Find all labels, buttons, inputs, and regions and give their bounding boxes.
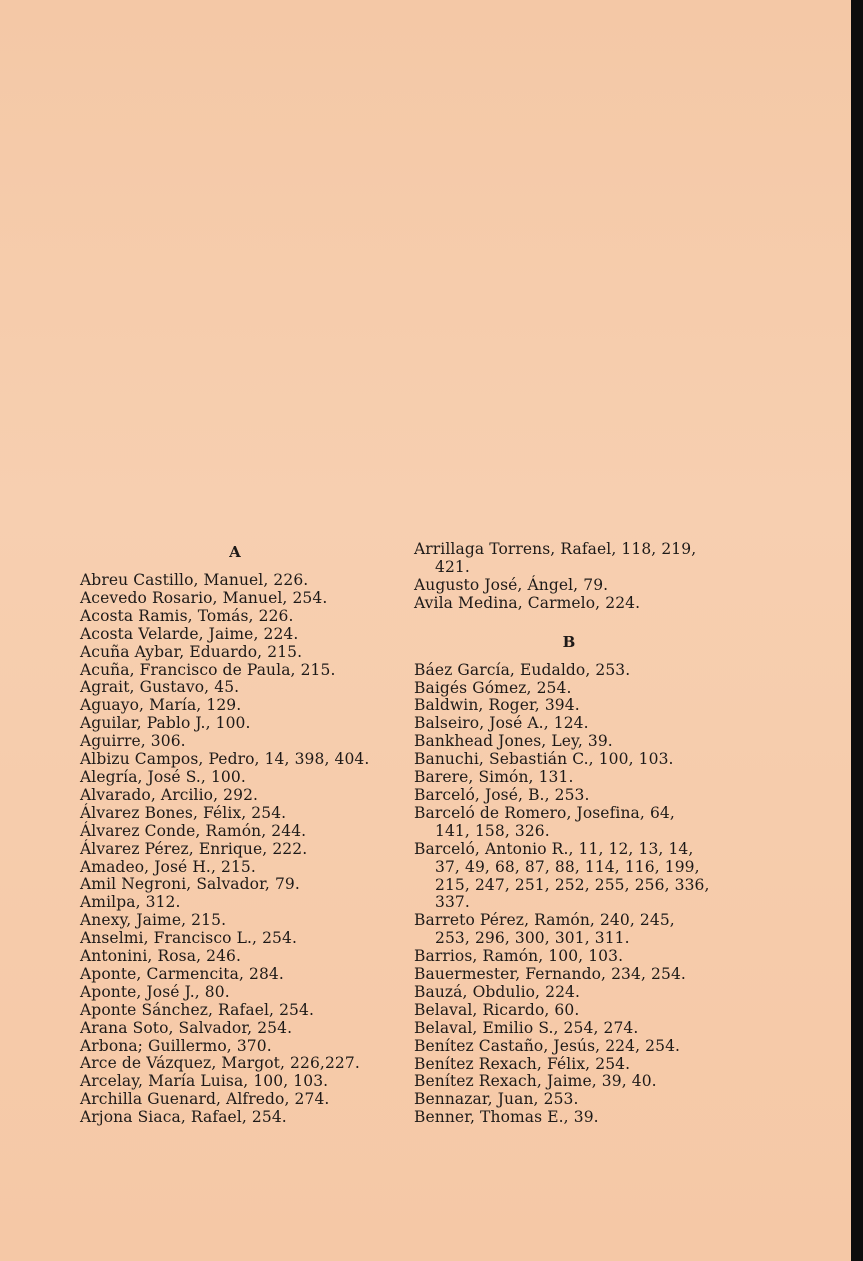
index-entry: Acosta Velarde, Jaime, 224. xyxy=(80,624,299,643)
entry-list-b xyxy=(414,662,734,1128)
index-entry: Albizu Campos, Pedro, 14, 398, 404. xyxy=(80,750,370,769)
index-entry: Aguilar, Pablo J., 100. xyxy=(80,714,251,733)
index-entry: Benner, Thomas E., 39. xyxy=(414,1108,599,1127)
index-entry: Bauzá, Obdulio, 224. xyxy=(414,982,581,1001)
index-entry: Bankhead Jones, Ley, 39. xyxy=(414,732,613,751)
index-entry: Barrios, Ramón, 100, 103. xyxy=(414,947,624,966)
index-entry: Augusto José, Ángel, 79. xyxy=(414,575,609,594)
index-entry: Abreu Castillo, Manuel, 226. xyxy=(80,571,309,589)
index-entry: Aguirre, 306. xyxy=(80,732,186,751)
index-entry: Balseiro, José A., 124. xyxy=(414,714,589,733)
scan-edge xyxy=(851,0,863,1261)
index-entry-continuation: 253, 296, 300, 301, 311. xyxy=(435,929,630,948)
index-entry: Acuña Aybar, Eduardo, 215. xyxy=(80,642,303,661)
index-entry: Arana Soto, Salvador, 254. xyxy=(80,1018,293,1037)
index-entry: Alegría, José S., 100. xyxy=(80,767,246,786)
index-entry: Bauermester, Fernando, 234, 254. xyxy=(414,965,686,984)
index-entry: Barceló de Romero, Josefina, 64, xyxy=(414,803,675,822)
index-entry: Belaval, Emilio S., 254, 274. xyxy=(414,1018,639,1037)
index-entry-continuation: 421. xyxy=(435,557,470,576)
entry-list-a-continued xyxy=(414,541,734,613)
index-entry: Arce de Vázquez, Margot, 226,227. xyxy=(80,1054,360,1073)
index-entry-continuation: 37, 49, 68, 87, 88, 114, 116, 199, xyxy=(435,857,700,876)
index-entry: Anexy, Jaime, 215. xyxy=(80,911,227,930)
index-entry: Baigés Gómez, 254. xyxy=(414,678,572,697)
index-entry: Arbona; Guillermo, 370. xyxy=(80,1036,272,1055)
index-entry: Amil Negroni, Salvador, 79. xyxy=(80,875,300,894)
index-entry: Barere, Simón, 131. xyxy=(414,768,574,787)
index-entry: Amadeo, José H., 215. xyxy=(80,857,256,876)
section-heading-a: A xyxy=(229,543,241,561)
index-entry-continuation: 215, 247, 251, 252, 255, 256, 336, xyxy=(435,875,710,894)
index-entry: Aguayo, María, 129. xyxy=(80,696,242,715)
index-entry: Bennazar, Juan, 253. xyxy=(414,1090,579,1109)
index-entry: Álvarez Bones, Félix, 254. xyxy=(80,803,287,822)
index-entry: Benítez Rexach, Félix, 254. xyxy=(414,1054,631,1073)
index-entry: Arjona Siaca, Rafael, 254. xyxy=(80,1108,287,1127)
index-entry: Banuchi, Sebastián C., 100, 103. xyxy=(414,750,674,769)
index-entry: Benítez Castaño, Jesús, 224, 254. xyxy=(414,1036,681,1055)
index-entry: Alvarado, Arcilio, 292. xyxy=(80,785,259,804)
index-entry: Aponte, Carmencita, 284. xyxy=(80,964,284,983)
index-entry: Acosta Ramis, Tomás, 226. xyxy=(80,606,294,625)
entry-list-a xyxy=(80,572,400,1127)
index-entry: Arrillaga Torrens, Rafael, 118, 219, xyxy=(414,540,697,558)
index-entry-continuation: 337. xyxy=(435,893,470,912)
section-heading-b: B xyxy=(562,632,576,651)
index-entry: Agrait, Gustavo, 45. xyxy=(80,678,240,697)
index-entry: Anselmi, Francisco L., 254. xyxy=(80,929,297,948)
index-entry: Barceló, José, B., 253. xyxy=(414,785,590,804)
index-entry: Avila Medina, Carmelo, 224. xyxy=(414,593,641,612)
index-entry: Barreto Pérez, Ramón, 240, 245, xyxy=(414,911,675,930)
index-entry: Antonini, Rosa, 246. xyxy=(80,947,242,966)
index-entry: Aponte, José J., 80. xyxy=(80,982,230,1001)
index-entry: Archilla Guenard, Alfredo, 274. xyxy=(80,1090,330,1109)
index-entry: Arcelay, María Luisa, 100, 103. xyxy=(80,1072,329,1091)
index-entry-continuation: 141, 158, 326. xyxy=(435,821,550,840)
index-entry: Baldwin, Roger, 394. xyxy=(414,696,580,715)
index-entry: Barceló, Antonio R., 11, 12, 13, 14, xyxy=(414,839,694,858)
index-column-right xyxy=(414,541,734,1127)
index-entry: Amilpa, 312. xyxy=(80,893,181,912)
index-entry: Acuña, Francisco de Paula, 215. xyxy=(80,660,336,679)
index-entry: Álvarez Conde, Ramón, 244. xyxy=(80,821,307,840)
index-entry: Báez García, Eudaldo, 253. xyxy=(414,660,631,679)
index-entry: Acevedo Rosario, Manuel, 254. xyxy=(80,588,328,607)
index-column-left xyxy=(80,541,400,1127)
index-entry: Belaval, Ricardo, 60. xyxy=(414,1000,580,1019)
index-entry: Benítez Rexach, Jaime, 39, 40. xyxy=(414,1072,657,1091)
index-entry: Aponte Sánchez, Rafael, 254. xyxy=(80,1000,314,1019)
index-entry: Álvarez Pérez, Enrique, 222. xyxy=(80,839,308,858)
